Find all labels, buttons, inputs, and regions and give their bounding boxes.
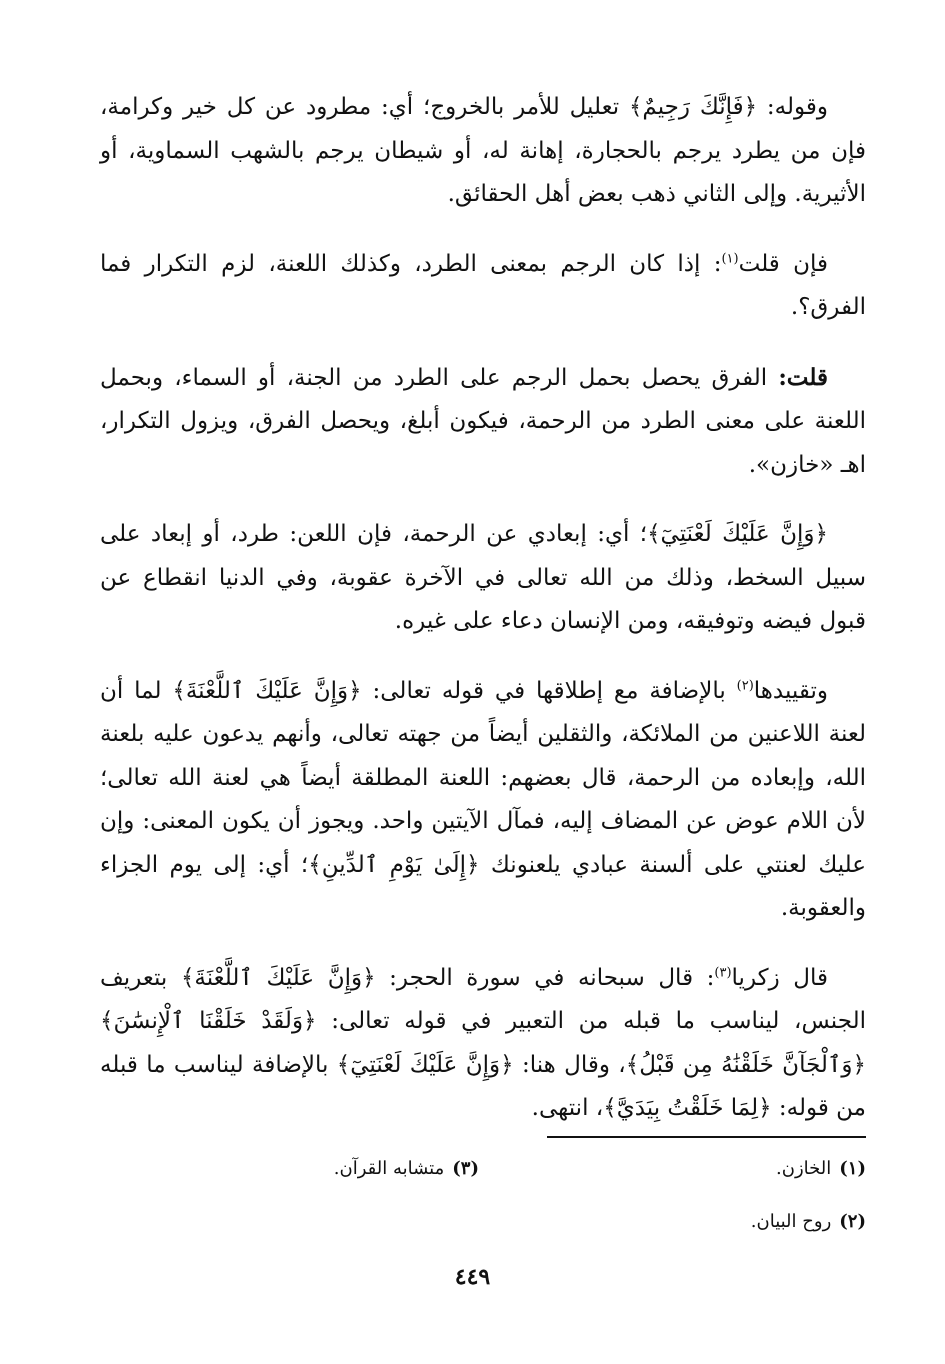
text-run: ، انتهى. bbox=[531, 1095, 604, 1121]
quran-quote: ﴿وَإِنَّ عَلَيْكَ ٱللَّعْنَةَ﴾ bbox=[172, 677, 362, 704]
quran-quote: ﴿وَإِنَّ عَلَيْكَ لَعْنَتِيٓ﴾ bbox=[336, 1051, 514, 1078]
text-run: ، وقال هنا: bbox=[513, 1051, 626, 1078]
footnote-ref: (٢) bbox=[736, 677, 754, 693]
footnote-text: الخازن. bbox=[776, 1158, 832, 1179]
text-run: قال زكريا bbox=[731, 964, 829, 991]
paragraph-3 bbox=[100, 356, 866, 488]
footnote-separator bbox=[547, 1136, 866, 1138]
text-run: وتقييدها bbox=[753, 677, 829, 704]
footnote-1 bbox=[776, 1156, 866, 1182]
text-run: فإن قلت bbox=[738, 250, 828, 277]
text-run: وقوله: bbox=[757, 94, 828, 120]
main-text bbox=[100, 86, 866, 1131]
text-run: تعليل للأمر بالخروج؛ أي: مطرود عن كل خير وكرامة، فإن من يطرد يرجم بالحجارة، إهانة له، أو شيطان يرجم بالشهب السماوية، أو الأثيرية. وإلى الثاني ذهب بعض أهل الحقائق. bbox=[100, 94, 866, 207]
text-run: بالإضافة ليناسب ما قبله من قوله: bbox=[100, 1051, 866, 1121]
paragraph-6 bbox=[100, 957, 866, 1131]
paragraph-5 bbox=[100, 670, 866, 931]
quran-quote: ﴿فَإِنَّكَ رَجِيمٌ﴾ bbox=[628, 94, 758, 120]
text-run: : قال سبحانه في سورة الحجر: bbox=[375, 964, 715, 991]
text-run: بتعريف الجنس، ليناسب ما قبله من التعبير في قوله تعالى: bbox=[100, 964, 866, 1034]
quran-quote: ﴿وَٱلْجَآنَّ خَلَقْنَٰهُ مِن قَبْلُ﴾ bbox=[625, 1051, 866, 1078]
footnote-2 bbox=[751, 1209, 866, 1235]
quran-quote: ﴿لِمَا خَلَقْتُ بِيَدَيَّ﴾ bbox=[603, 1095, 772, 1121]
paragraph-1 bbox=[100, 86, 866, 217]
quran-quote: ﴿وَإِنَّ عَلَيْكَ ٱللَّعْنَةَ﴾ bbox=[180, 964, 376, 991]
bold-lead: قلت: bbox=[778, 363, 828, 391]
footnote-text: روح البيان. bbox=[750, 1211, 832, 1232]
text-run: : إذا كان الرجم بمعنى الطرد، وكذلك اللعنة، لزم التكرار فما الفرق؟. bbox=[100, 250, 866, 320]
text-run: ؛ أي: إبعادي عن الرحمة، فإن اللعن: طرد، أو إبعاد على سبيل السخط، وذلك من الله تعالى في الآخرة عقوبة، وفي الدنيا انقطاع عن قبول فيضه وتوفيقه، ومن الإنسان دعاء على غيره. bbox=[100, 521, 866, 634]
quran-quote: ﴿إِلَىٰ يَوْمِ ٱلدِّينِ﴾ bbox=[308, 851, 480, 878]
footnote-3 bbox=[334, 1156, 479, 1182]
paragraph-4 bbox=[100, 513, 866, 644]
quran-quote: ﴿وَإِنَّ عَلَيْكَ لَعْنَتِيٓ﴾ bbox=[647, 521, 829, 547]
footnote-text: متشابه القرآن. bbox=[333, 1158, 445, 1179]
quran-quote: ﴿وَلَقَدْ خَلَقْنَا ٱلْإِنسَٰنَ﴾ bbox=[100, 1008, 317, 1034]
paragraph-2 bbox=[100, 243, 866, 330]
footnote-number: (٣) bbox=[452, 1158, 479, 1179]
text-run: ؛ أي: إلى يوم الجزاء والعقوبة. bbox=[100, 851, 866, 921]
footnote-number: (١) bbox=[839, 1158, 866, 1179]
footnote-ref: (٣) bbox=[714, 964, 732, 980]
text-run: بالإضافة مع إطلاقها في قوله تعالى: bbox=[361, 677, 737, 704]
text-run: الفرق يحصل بحمل الرجم على الطرد من الجنة، أو السماء، وبحمل اللعنة على معنى الطرد من الرحمة، فيكون أبلغ، ويحصل الفرق، ويزول التكرار، اهـ «خازن». bbox=[100, 364, 866, 478]
footnote-number: (٢) bbox=[839, 1211, 866, 1232]
footnote-ref: (١) bbox=[721, 250, 739, 266]
text-run: لما أن لعنة اللاعنين من الملائكة، والثقلين أيضاً من جهته تعالى، وأنهم يدعون عليه بلعنة الله، وإبعاده من الرحمة، قال بعضهم: اللعنة المطلقة أيضاً هي لعنة الله تعالى؛ لأن اللام عوض عن المضاف إليه، فمآل الآيتين واحد. ويجوز أن يكون المعنى: وإن عليك لعنتي على ألسنة عبادي يلعنونك bbox=[100, 677, 866, 878]
page-number: ٤٤٩ bbox=[454, 1264, 491, 1290]
